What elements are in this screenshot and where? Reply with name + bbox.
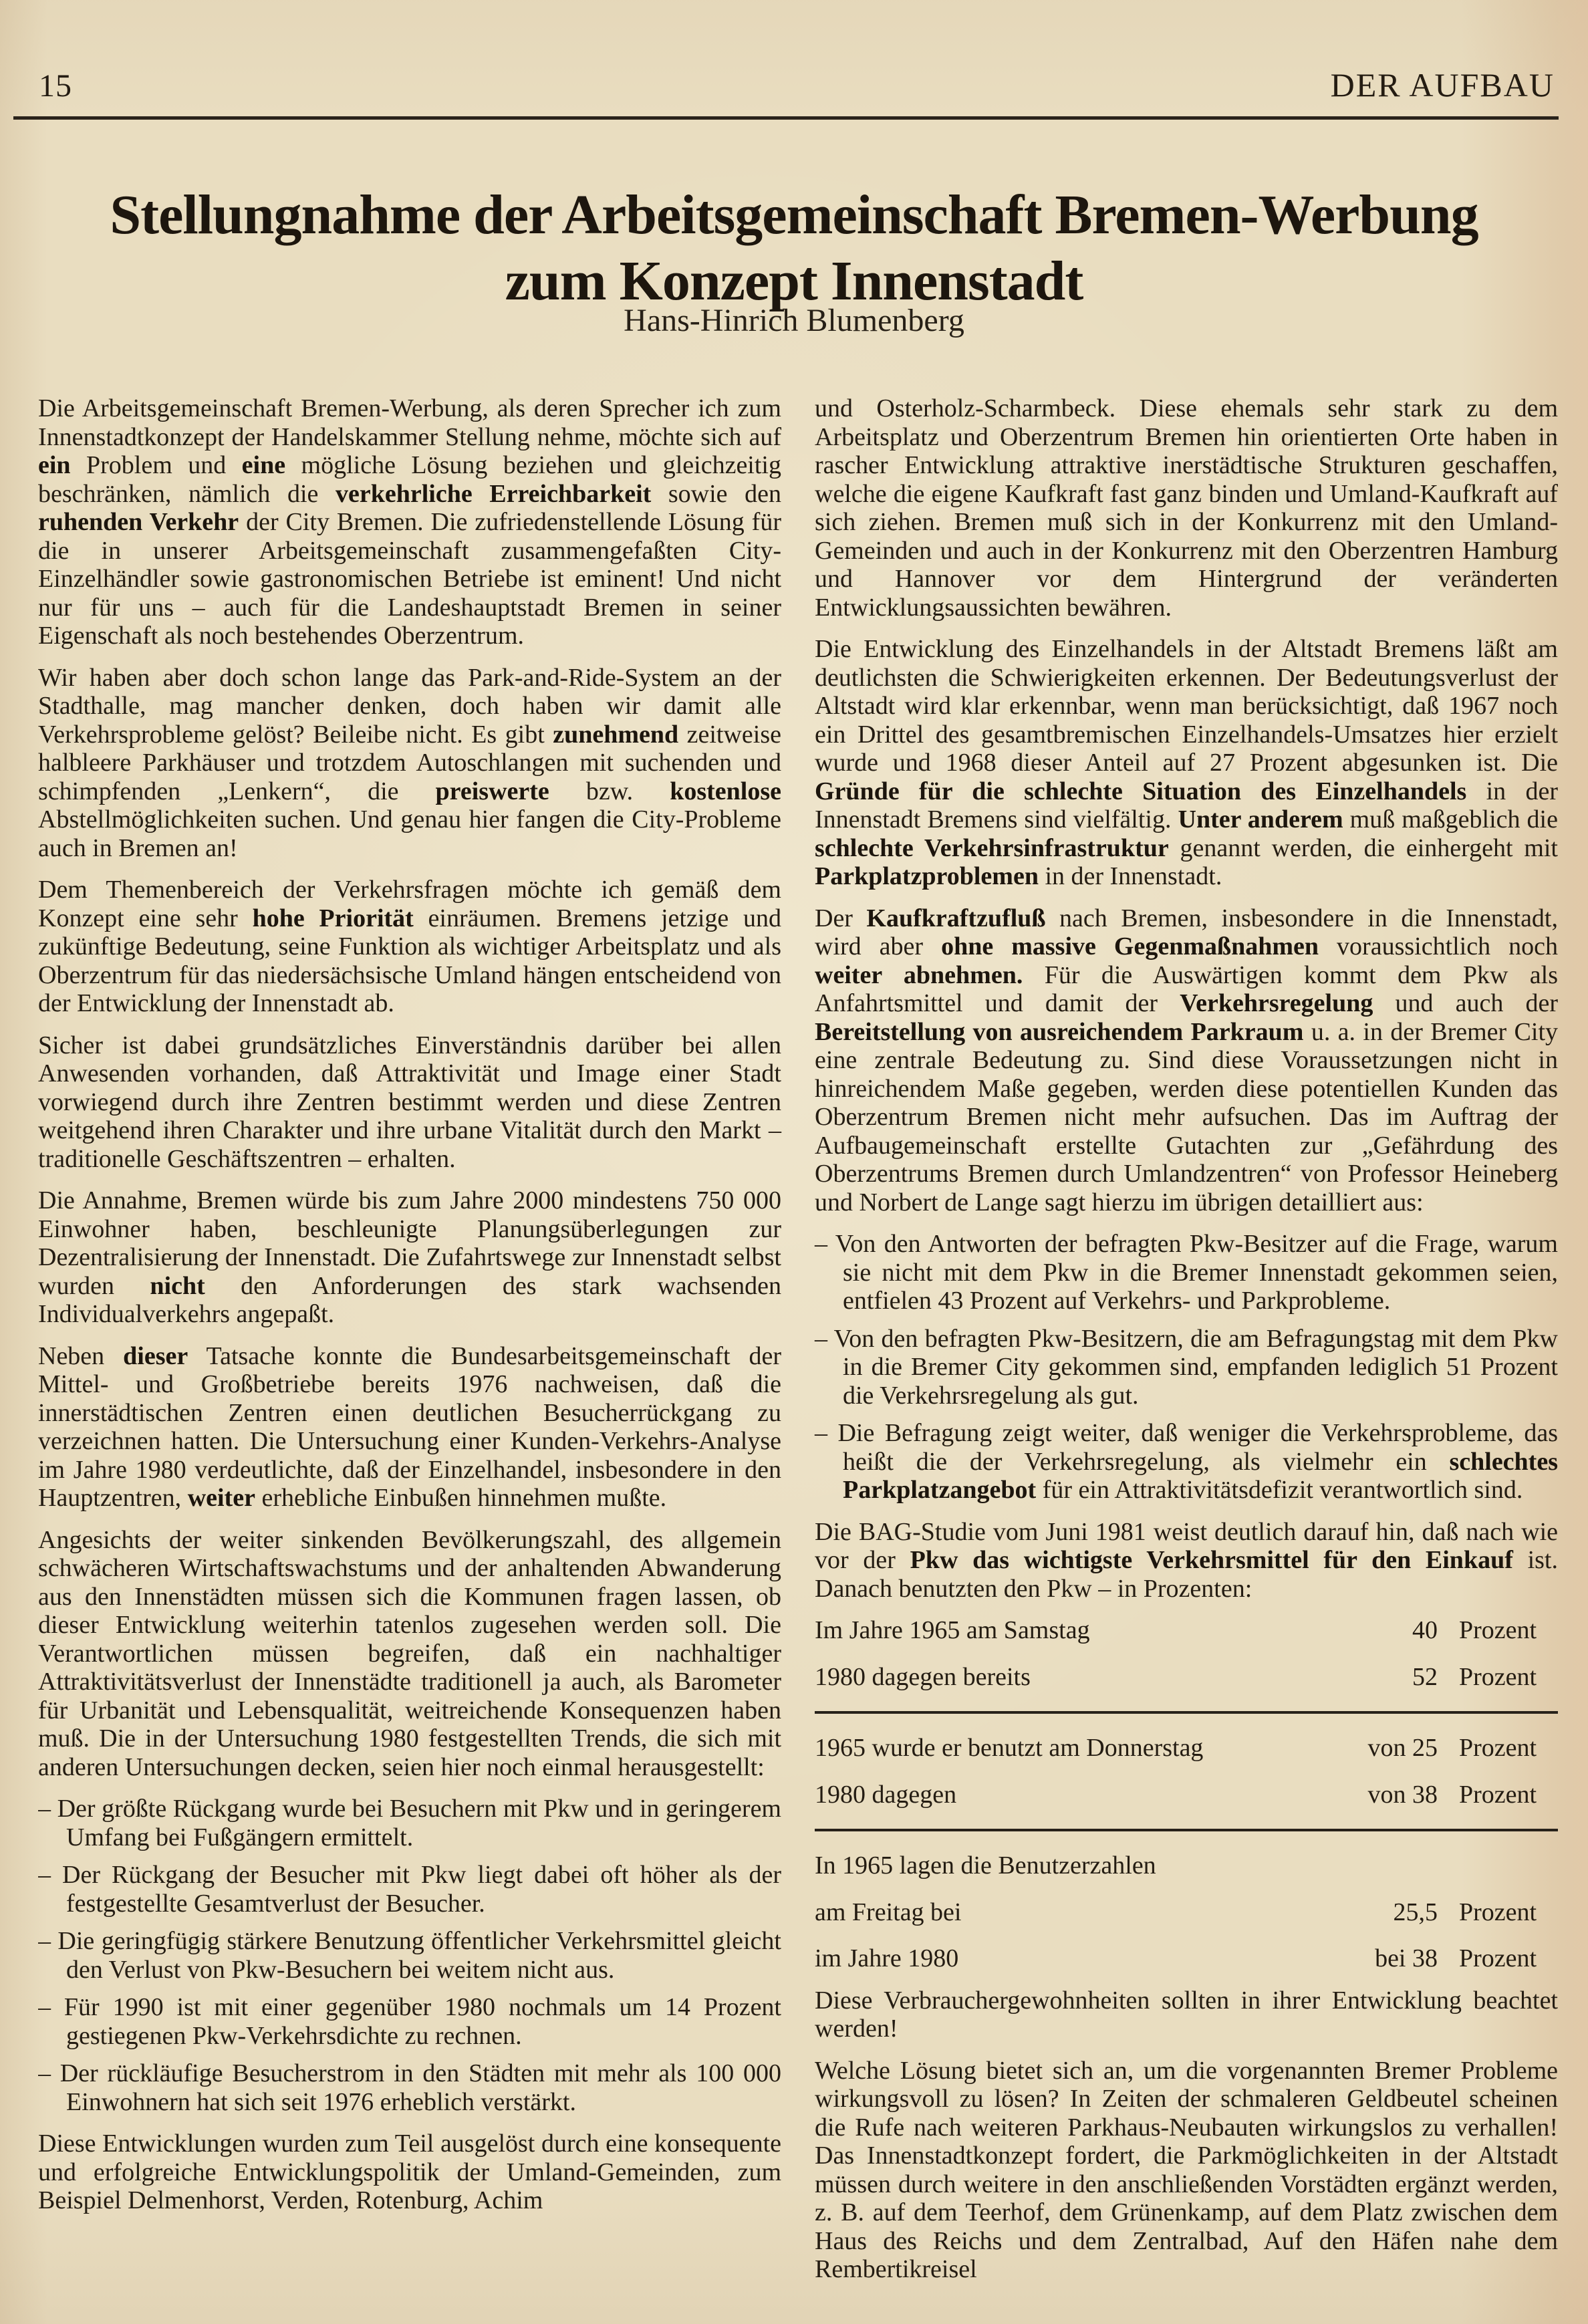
table-cell-unit: Prozent — [1459, 1898, 1537, 1926]
paragraph: Die Arbeitsgemeinschaft Bremen-Werbung, als deren Sprecher ich zum Innenstadtkonzept der Handelskammer Stellung nehme, möchte sich auf ein Problem und eine mögliche Lösung beziehen und gleichzeitig beschränken, nämlich die verkehrliche Erreichbarkeit sowie den ruhenden Verkehr der City Bremen. Die zufriedenstellende Lösung für die in unserer Arbeitsgemeinschaft zusammengefaßten City-Einzelhändler sowie gastronomischen Betriebe ist eminent! Und nicht nur für uns – auch für die Landeshauptstadt Bremen in seiner Eigenschaft als noch bestehendes Oberzentrum. — [38, 394, 781, 650]
table-cell-value: 25,5 — [1393, 1898, 1438, 1926]
table-cell-value: von 38 — [1367, 1780, 1438, 1809]
bullet-item: – Die Befragung zeigt weiter, daß weniger die Verkehrsprobleme, das heißt die der Verkehrsregelung, als vielmehr ein schlechtes Parkplatzangebot für ein Attraktivitätsdefizit verantwortlich sind. — [815, 1419, 1558, 1504]
paragraph: Die BAG-Studie vom Juni 1981 weist deutlich darauf hin, daß nach wie vor der Pkw das wichtigste Verkehrsmittel für den Einkauf ist. Danach benutzten den Pkw – in Prozenten: — [815, 1517, 1558, 1603]
bullet-item: – Der Rückgang der Besucher mit Pkw liegt dabei oft höher als der festgestellte Gesamtverlust der Besucher. — [38, 1861, 781, 1918]
table-cell-value: 40 — [1412, 1616, 1438, 1644]
table-cell-label: 1980 dagegen — [815, 1780, 957, 1809]
table-cell-value: von 25 — [1367, 1734, 1438, 1762]
paragraph: Neben dieser Tatsache konnte die Bundesarbeitsgemeinschaft der Mittel- und Großbetriebe bereits 1976 nachweisen, daß die innerstädtischen Zentren einen deutlichen Besucherrückgang zu verzeichnen hatten. Die Untersuchung einer Kunden-Verkehrs-Analyse im Jahre 1980 verdeutlichte, daß der Einzelhandel, insbesondere in den Hauptzentren, weiter erhebliche Einbußen hinnehmen mußte. — [38, 1341, 781, 1512]
paragraph: Angesichts der weiter sinkenden Bevölkerungszahl, des allgemein schwächeren Wirtschaftswachstums und der anhaltenden Abwanderung aus den Innenstädten müssen sich die Kommunen fragen lassen, ob dieser Entwicklung weiterhin tatenlos zugesehen werden soll. Die Verantwortlichen müssen begreifen, daß ein nachhaltiger Attraktivitätsverlust der Innenstädte traditionell ja auch, als Barometer für Urbanität und Lebensqualität, weitreichende Konsequenzen haben muß. Die in der Untersuchung 1980 festgestellten Trends, die sich mit anderen Untersuchungen decken, seien hier noch einmal herausgestellt: — [38, 1525, 781, 1781]
article-title-line-1: Stellungnahme der Arbeitsgemeinschaft Bremen-Werbung — [110, 184, 1478, 247]
right-column — [815, 394, 1558, 2324]
table-cell-label: In 1965 lagen die Benutzerzahlen — [815, 1851, 1156, 1880]
table-row — [815, 1944, 1558, 1973]
table-cell-unit: Prozent — [1459, 1780, 1537, 1809]
table-cell-label: Im Jahre 1965 am Samstag — [815, 1616, 1090, 1644]
bullet-list — [815, 1230, 1558, 1505]
table-cell-label: 1965 wurde er benutzt am Donnerstag — [815, 1734, 1204, 1762]
table-row — [815, 1781, 1558, 1809]
journal-title: DER AUFBAU — [1330, 66, 1555, 104]
table-row — [815, 1851, 1558, 1880]
table-divider — [815, 1711, 1558, 1714]
table-row — [815, 1663, 1558, 1692]
table-cell-unit: Prozent — [1459, 1616, 1537, 1644]
table-cell-label: am Freitag bei — [815, 1898, 962, 1926]
table-divider — [815, 1829, 1558, 1831]
table-cell-unit: Prozent — [1459, 1734, 1537, 1762]
table-cell-value: bei 38 — [1375, 1944, 1438, 1972]
table-cell-label: 1980 dagegen bereits — [815, 1662, 1031, 1691]
table-cell-unit: Prozent — [1459, 1944, 1537, 1972]
article-body — [38, 394, 1558, 2324]
paragraph: Der Kaufkraftzufluß nach Bremen, insbesondere in die Innenstadt, wird aber ohne massive Gegenmaßnahmen voraussichtlich noch weiter abnehmen. Für die Auswärtigen kommt dem Pkw als Anfahrtsmittel und damit der Verkehrsregelung und auch der Bereitstellung von ausreichendem Parkraum u. a. in der Bremer City eine zentrale Bedeutung zu. Sind diese Voraussetzungen nicht in hinreichendem Maße gegeben, werden diese potentiellen Kunden das Oberzentrum Bremen nicht mehr aufsuchen. Das im Auftrag der Aufbaugemeinschaft erstellte Gutachten zur „Gefährdung des Oberzentrums Bremen durch Umlandzentren“ von Professor Heineberg und Norbert de Lange sagt hierzu im übrigen detailliert aus: — [815, 904, 1558, 1216]
paragraph: Diese Entwicklungen wurden zum Teil ausgelöst durch eine konsequente und erfolgreiche Entwicklungspolitik der Umland-Gemeinden, zum Beispiel Delmenhorst, Verden, Rotenburg, Achim — [38, 2129, 781, 2214]
table-row — [815, 1898, 1558, 1927]
table-row — [815, 1734, 1558, 1763]
paragraph: Die Annahme, Bremen würde bis zum Jahre 2000 mindestens 750 000 Einwohner haben, beschleunigte Planungsüberlegungen zur Dezentralisierung der Innenstadt. Die Zufahrtswege zur Innenstadt selbst wurden nicht den Anforderungen des stark wachsenden Individualverkehrs angepaßt. — [38, 1186, 781, 1328]
statistics-table — [815, 1616, 1558, 1973]
paragraph: Diese Verbrauchergewohnheiten sollten in ihrer Entwicklung beachtet werden! — [815, 1986, 1558, 2043]
bullet-list — [38, 1795, 781, 2116]
table-cell-label: im Jahre 1980 — [815, 1944, 959, 1972]
bullet-item: – Der größte Rückgang wurde bei Besuchern mit Pkw und in geringerem Umfang bei Fußgängern ermittelt. — [38, 1795, 781, 1851]
article-title — [0, 182, 1588, 314]
article-title-line-2: zum Konzept Innenstadt — [505, 250, 1083, 313]
paragraph: Dem Themenbereich der Verkehrsfragen möchte ich gemäß dem Konzept eine sehr hohe Priorität einräumen. Bremens jetzige und zukünftige Bedeutung, seine Funktion als wichtiger Arbeitsplatz und als Oberzentrum für das niedersächsische Umland hängen entscheidend von der Entwicklung der Innenstadt ab. — [38, 876, 781, 1017]
bullet-item: – Die geringfügig stärkere Benutzung öffentlicher Verkehrsmittel gleicht den Verlust von Pkw-Besuchern bei weitem nicht aus. — [38, 1927, 781, 1984]
paragraph: Welche Lösung bietet sich an, um die vorgenannten Bremer Probleme wirkungsvoll zu lösen? In Zeiten der schmaleren Geldbeutel scheinen die Rufe nach weiteren Parkhaus-Neubauten wirkungslos zu verhallen! Das Innenstadtkonzept fordert, die Parkmöglichkeiten in der Altstadt müssen durch weitere in den anschließenden Vorstädten ergänzt werden, z. B. auf dem Teerhof, dem Grünenkamp, auf dem Platz zwischen dem Haus des Reichs und dem Zentralbad, Auf den Häfen nahe dem Rembertikreisel — [815, 2056, 1558, 2283]
bullet-item: – Der rückläufige Besucherstrom in den Städten mit mehr als 100 000 Einwohnern hat sich seit 1976 erheblich verstärkt. — [38, 2059, 781, 2116]
paragraph: Die Entwicklung des Einzelhandels in der Altstadt Bremens läßt am deutlichsten die Schwierigkeiten erkennen. Der Bedeutungsverlust der Altstadt wird klar erkennbar, wenn man berücksichtigt, daß 1967 noch ein Drittel des gesamtbremischen Einzelhandels-Umsatzes hier erzielt wurde und 1968 dieser Anteil auf 27 Prozent abgesunken ist. Die Gründe für die schlechte Situation des Einzelhandels in der Innenstadt Bremens sind vielfältig. Unter anderem muß maßgeblich die schlechte Verkehrsinfrastruktur genannt werden, die einhergeht mit Parkplatzproblemen in der Innenstadt. — [815, 635, 1558, 890]
left-column — [38, 394, 781, 2324]
bullet-item: – Von den befragten Pkw-Besitzern, die am Befragungstag mit dem Pkw in die Bremer City gekommen sind, empfanden lediglich 51 Prozent die Verkehrsregelung als gut. — [815, 1324, 1558, 1410]
bullet-item: – Für 1990 ist mit einer gegenüber 1980 nochmals um 14 Prozent gestiegenen Pkw-Verkehrsdichte zu rechnen. — [38, 1993, 781, 2050]
author-name: Hans-Hinrich Blumenberg — [624, 303, 964, 338]
table-row — [815, 1616, 1558, 1645]
paragraph: Sicher ist dabei grundsätzliches Einverständnis darüber bei allen Anwesenden vorhanden, daß Attraktivität und Image einer Stadt vorwiegend durch ihre Zentren bestimmt werden und diese Zentren weitgehend ihren Charakter und ihre urbane Vitalität durch den Markt – traditionelle Geschäftszentren – erhalten. — [38, 1031, 781, 1173]
paragraph: Wir haben aber doch schon lange das Park-and-Ride-System an der Stadthalle, mag mancher denken, doch haben wir damit alle Verkehrsprobleme gelöst? Beileibe nicht. Es gibt zunehmend zeitweise halbleere Parkhäuser und trotzdem Autoschlangen mit suchenden und schimpfenden „Lenkern“, die preiswerte bzw. kostenlose Abstellmöglichkeiten suchen. Und genau hier fangen die City-Probleme auch in Bremen an! — [38, 663, 782, 862]
paragraph: und Osterholz-Scharmbeck. Diese ehemals sehr stark zu dem Arbeitsplatz und Oberzentrum Bremen hin orientierten Orte haben in rascher Entwicklung attraktive inerstädtische Strukturen geschaffen, welche die eigene Kaufkraft fast ganz binden und Umland-Kaufkraft auf sich ziehen. Bremen muß sich in der Konkurrenz mit den Umland-Gemeinden und auch in der Konkurrenz mit den Oberzentren Hamburg und Hannover vor dem Hintergrund der veränderten Entwicklungsaussichten bewähren. — [815, 394, 1558, 622]
page-number: 15 — [39, 68, 72, 104]
bullet-item: – Von den Antworten der befragten Pkw-Besitzer auf die Frage, warum sie nicht mit dem Pkw in die Bremer Innenstadt gekommen seien, entfielen 43 Prozent auf Verkehrs- und Parkprobleme. — [815, 1230, 1558, 1315]
header-rule — [13, 116, 1559, 120]
table-cell-value: 52 — [1412, 1662, 1438, 1691]
page-header — [39, 66, 1555, 104]
table-cell-unit: Prozent — [1459, 1662, 1537, 1691]
